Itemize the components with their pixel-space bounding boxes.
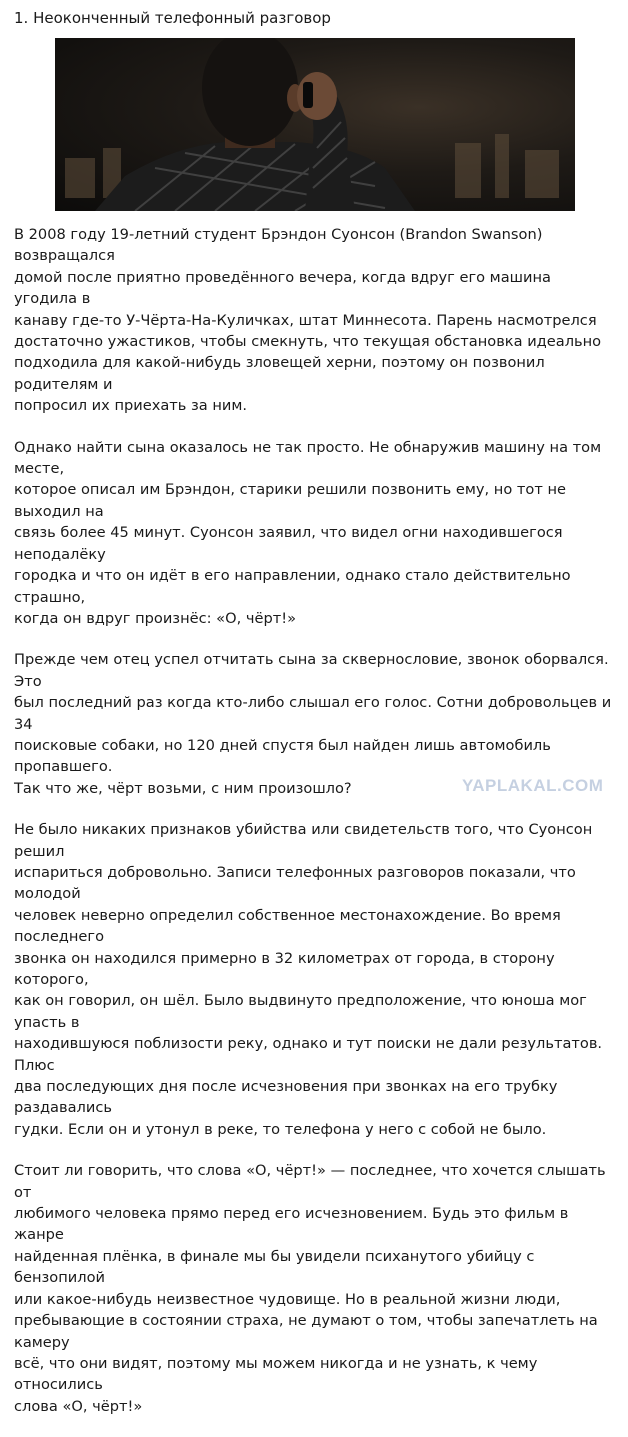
head [202, 38, 298, 146]
man-on-phone-photo [55, 38, 575, 211]
article-heading: 1. Неоконченный телефонный разговор [14, 9, 331, 27]
phone-icon [303, 82, 313, 108]
paragraph-5: Стоит ли говорить, что слова «О, чёрт!» — последнее, что хочется слышать от любимого человека прямо перед его исчезновением. Будь это фильм в жанре найденная плёнка, в финале мы бы увидели психанутого убийцу с бензопилой или какое-нибудь неизвестное чудовище. Но в реальной жизни люди, пребывающие в состоянии страха, не думают о том, чтобы запечатлеть на камеру всё, что они видят, поэтому мы можем никогда и не узнать, к чему относились слова «О, чёрт!» [14, 1162, 606, 1415]
paragraph-3: Прежде чем отец успел отчитать сына за сквернословие, звонок оборвался. Это был последний раз когда кто-либо слышал его голос. Сотни добровольцев и 34 поисковые собаки, но 120 дней спустя был найден лишь автомобиль пропавшего. Так что же, чёрт возьми, с ним произошло? [14, 651, 612, 797]
article-photo [55, 38, 575, 211]
paragraph-1: В 2008 году 19-летний студент Брэндон Суонсон (Brandon Swanson) возвращался домой после приятно проведённого вечера, когда вдруг его машина угодила в канаву где-то У-Чёрта-На-Куличках, штат Миннесота. Парень насмотрелся достаточно ужастиков, чтобы смекнуть, что текущая обстановка идеально подходила для какой-нибудь зловещей херни, поэтому он позвонил родителям и попросил их приехать за ним. [14, 226, 602, 415]
site-watermark: YAPLAKAL.COM [462, 776, 604, 795]
article-body [14, 224, 614, 1437]
paragraph-4: Не было никаких признаков убийства или свидетельств того, что Суонсон решил испариться добровольно. Записи телефонных разговоров показали, что молодой человек неверно определил собственное местонахождение. Во время последнего звонка он находился примерно в 32 километрах от города, в сторону которого, как он говорил, он шёл. Было выдвинуто предположение, что юноша мог упасть в находившуюся поблизости реку, однако и тут поиски не дали результатов. Плюс два последующих дня после исчезновения при звонках на его трубку раздавались гудки. Если он и утонул в реке, то телефона у него с собой не было. [14, 821, 603, 1138]
paragraph-2: Однако найти сына оказалось не так просто. Не обнаружив машину на том месте, которое описал им Брэндон, старики решили позвонить ему, но тот не выходил на связь более 45 минут. Суонсон заявил, что видел огни находившегося неподалёку городка и что он идёт в его направлении, однако стало действительно страшно, когда он вдруг произнёс: «О, чёрт!» [14, 438, 602, 627]
